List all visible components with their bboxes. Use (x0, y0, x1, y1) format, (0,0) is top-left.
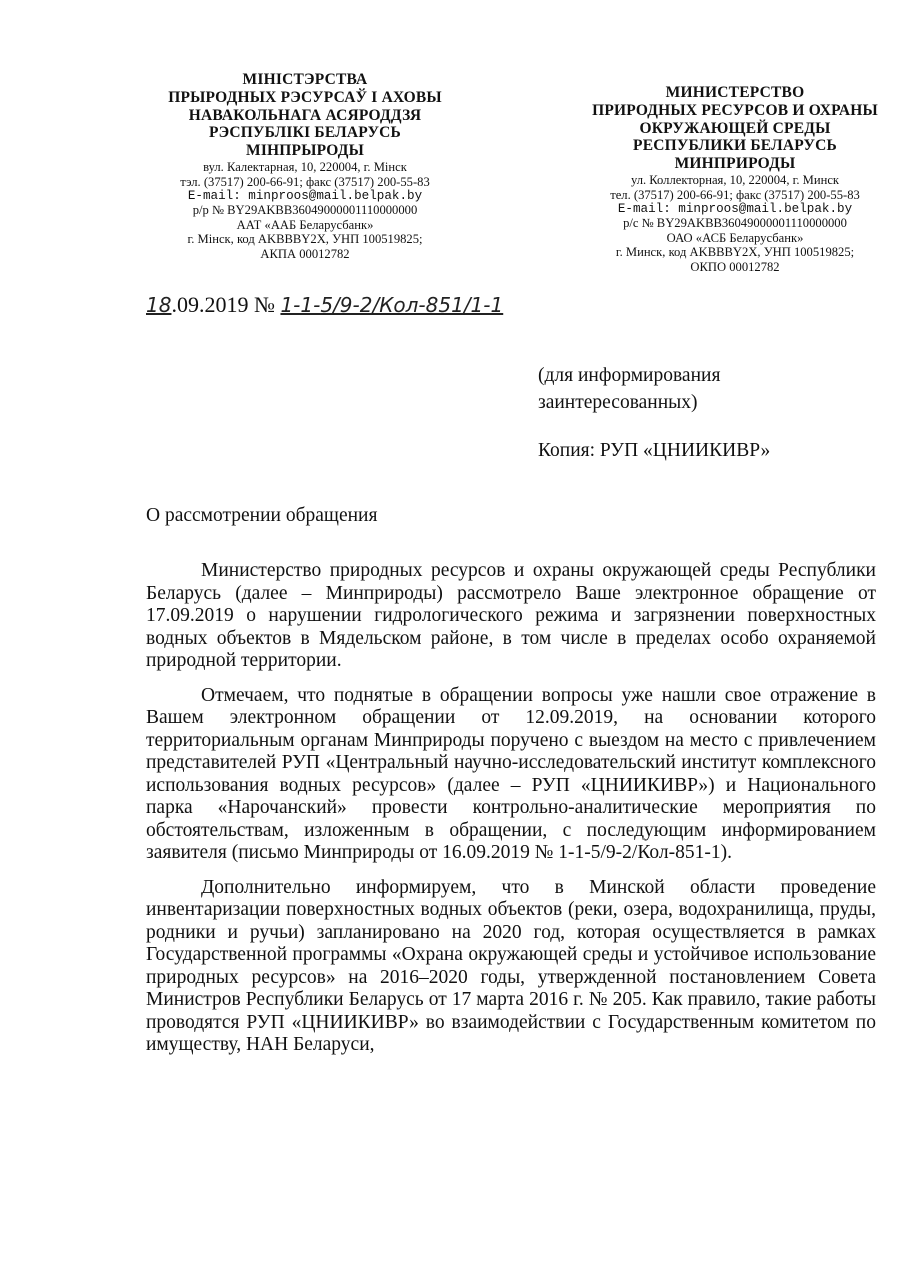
date-day-handwritten: 18 (146, 293, 172, 317)
org-code: АКПА 00012782 (260, 246, 350, 261)
org-name-line: МИНПРИРОДЫ (674, 155, 796, 173)
org-bank: ОАО «АСБ Беларусбанк» (666, 230, 804, 245)
org-email: E-mail: minproos@mail.belpak.by (617, 202, 853, 216)
org-email: E-mail: minproos@mail.belpak.by (187, 189, 423, 203)
body-paragraph: Отмечаем, что поднятые в обращении вопросы уже нашли свое отражение в Вашем электронном обращении от 12.09.2019, на основании которого территориальным органам Минприроды поручено с выездом на место с привлечением представителей РУП «Центральный научно-исследовательский институт комплексного использования водных ресурсов» (далее – РУП «ЦНИИКИВР») и Национального парка «Нарочанский» провести контрольно-аналитические мероприятия по обстоятельствам, изложенным в обращении, с последующим информированием заявителя (письмо Минприроды от 16.09.2019 № 1-1-5/9-2/Кол-851-1). (146, 684, 876, 863)
letter-subject: О рассмотрении обращения (146, 505, 378, 526)
registration-line (146, 292, 503, 318)
org-account: р/с № BY29AKBB36049000001110000000 (623, 216, 847, 231)
addressee (538, 362, 720, 416)
org-account: р/р № BY29AKBB36049000001110000000 (192, 203, 418, 218)
addressee-line: (для информирования (538, 365, 721, 386)
org-name-line: МИНИСТЕРСТВО (665, 84, 805, 101)
org-name-line: МІНПРЫРОДЫ (245, 142, 364, 160)
body-paragraph: Дополнительно информируем, что в Минской области проведение инвентаризации поверхностных водных объектов (реки, озера, водохранилища, пруды, родники и ручьи) запланировано на 2020 год, которая осуществляется в рамках Государственной программы «Охрана окружающей среды и устойчивое использование природных ресурсов» на 2016–2020 годы, утвержденной постановлением Совета Министров Республики Беларусь от 17 марта 2016 г. № 205. Как правило, такие работы проводятся РУП «ЦНИИКИВР» во взаимодействии с Государственным комитетом по имуществу, НАН Беларуси, (146, 876, 876, 1055)
letterhead-belarusian (150, 71, 460, 261)
org-phone: тэл. (37517) 200-66-91; факс (37517) 200-55-83 (180, 174, 430, 189)
org-name-line: РЭСПУБЛІКІ БЕЛАРУСЬ (208, 124, 402, 142)
org-name-line: ПРЫРОДНЫХ РЭСУРСАЎ І АХОВЫ (168, 88, 442, 106)
org-name-line: НАВАКОЛЬНАГА АСЯРОДДЗЯ (188, 106, 422, 124)
registration-number-handwritten: 1-1-5/9-2/Кол-851/1-1 (280, 293, 504, 317)
org-bank-city: г. Мінск, код AKBBBY2X, УНП 100519825; (187, 232, 423, 247)
org-address: ул. Коллекторная, 10, 220004, г. Минск (630, 173, 840, 188)
org-name-line: МІНІСТЭРСТВА (242, 71, 368, 88)
org-name-line: ПРИРОДНЫХ РЕСУРСОВ И ОХРАНЫ (592, 101, 878, 119)
date-rest: .09.2019 № (171, 292, 275, 317)
body-paragraph: Министерство природных ресурсов и охраны окружающей среды Республики Беларусь (далее – Минприроды) рассмотрело Ваше электронное обращение от 17.09.2019 о нарушении гидрологического режима и загрязнении поверхностных водных объектов в Мядельском районе, в том числе в пределах особо охраняемой природной территории. (146, 560, 876, 671)
letter-body (146, 560, 876, 1069)
org-bank-city: г. Минск, код AKBBBY2X, УНП 100519825; (615, 245, 855, 260)
org-bank: ААТ «ААБ Беларусбанк» (236, 217, 374, 232)
org-phone: тел. (37517) 200-66-91; факс (37517) 200-55-83 (610, 187, 860, 202)
org-name-line: РЕСПУБЛИКИ БЕЛАРУСЬ (633, 137, 837, 155)
letterhead-russian (570, 84, 900, 274)
org-code: ОКПО 00012782 (690, 259, 780, 274)
copy-recipient: Копия: РУП «ЦНИИКИВР» (538, 440, 771, 461)
org-address: вул. Калектарная, 10, 220004, г. Мінск (203, 160, 407, 175)
org-name-line: ОКРУЖАЮЩЕЙ СРЕДЫ (639, 119, 831, 137)
addressee-line: заинтересованных) (538, 392, 698, 413)
